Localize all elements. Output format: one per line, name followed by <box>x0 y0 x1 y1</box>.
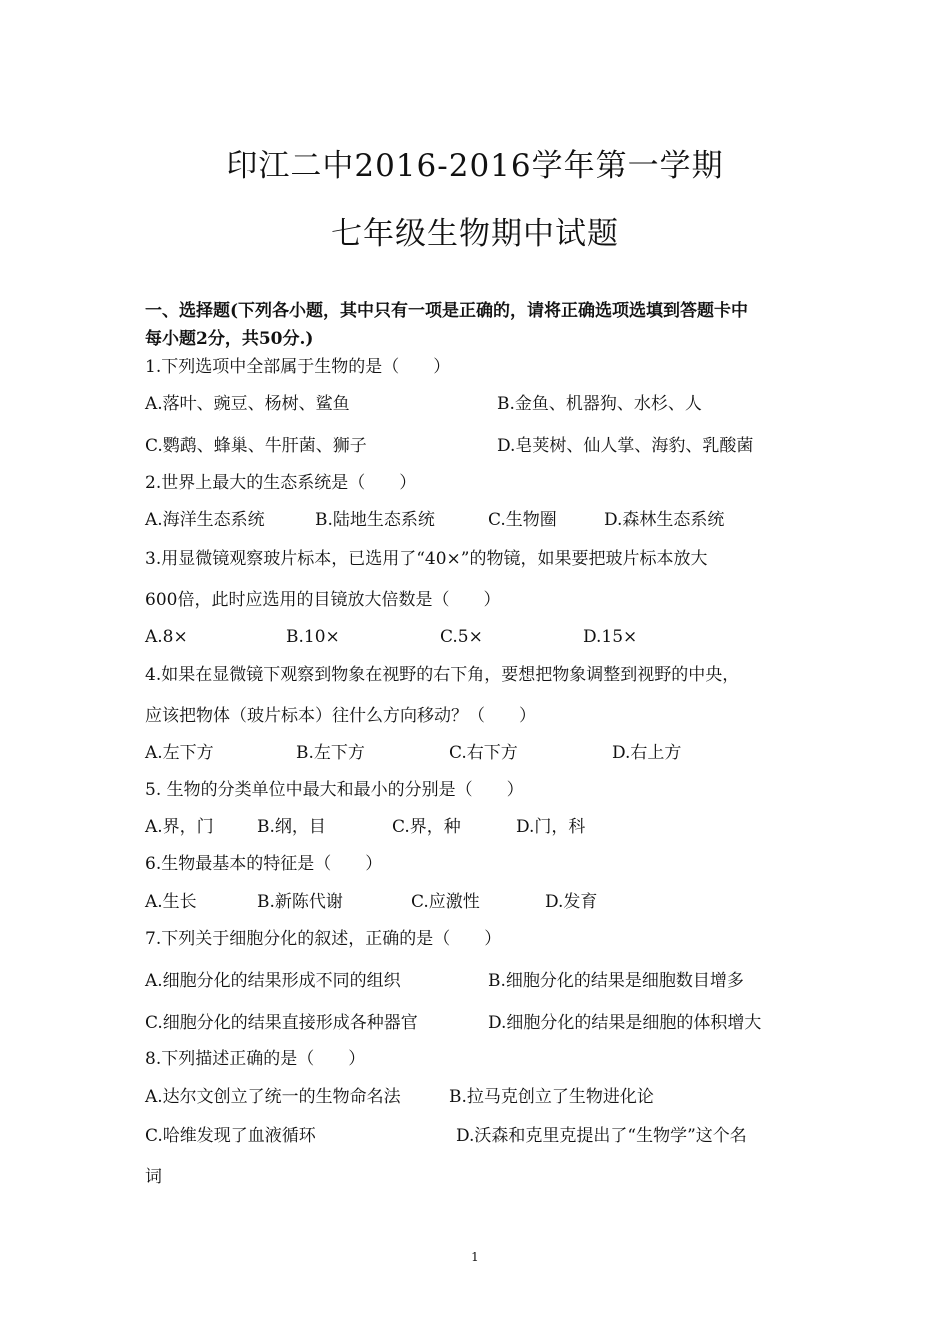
question-4-option-b: B.左下方 <box>296 743 365 763</box>
exam-subtitle: 七年级生物期中试题 <box>331 216 619 252</box>
question-4-option-c: C.右下方 <box>449 743 518 763</box>
question-4-option-d: D.右上方 <box>612 743 682 763</box>
question-1-option-a: A.落叶、豌豆、杨树、鲨鱼 <box>145 394 350 414</box>
question-1-option-d: D.皂荚树、仙人掌、海豹、乳酸菌 <box>497 436 754 456</box>
question-8-option-a: A.达尔文创立了统一的生物命名法 <box>145 1087 401 1107</box>
question-5-option-b: B.纲，目 <box>257 817 326 837</box>
question-5-stem: 5. 生物的分类单位中最大和最小的分别是（ ） <box>145 780 524 800</box>
section-heading-line1: 一、选择题(下列各小题，其中只有一项是正确的，请将正确选项选填到答题卡中 <box>145 301 749 321</box>
section-heading-line2: 每小题2分，共50分.) <box>145 329 314 349</box>
question-1-option-c: C.鹦鹉、蜂巢、牛肝菌、狮子 <box>145 436 367 456</box>
question-8-option-b: B.拉马克创立了生物进化论 <box>449 1087 654 1107</box>
question-8-stem: 8.下列描述正确的是（ ） <box>145 1049 366 1069</box>
question-8-option-d: D.沃森和克里克提出了“生物学”这个名 <box>456 1126 747 1146</box>
question-4-stem-line1: 4.如果在显微镜下观察到物象在视野的右下角，要想把物象调整到视野的中央， <box>145 665 740 685</box>
question-2-option-a: A.海洋生态系统 <box>145 510 265 530</box>
question-7-option-a: A.细胞分化的结果形成不同的组织 <box>145 971 401 991</box>
page-number: 1 <box>471 1250 479 1264</box>
exam-title: 印江二中2016-2016学年第一学期 <box>226 148 724 184</box>
question-3-option-a: A.8× <box>145 627 188 647</box>
question-2-option-d: D.森林生态系统 <box>604 510 725 530</box>
question-6-stem: 6.生物最基本的特征是（ ） <box>145 854 383 874</box>
question-4-stem-line2: 应该把物体（玻片标本）往什么方向移动？（ ） <box>145 706 536 726</box>
question-3-stem-line2: 600倍，此时应选用的目镜放大倍数是（ ） <box>145 590 501 610</box>
question-6-option-a: A.生长 <box>145 892 197 912</box>
question-1-stem: 1.下列选项中全部属于生物的是（ ） <box>145 357 451 377</box>
question-2-option-c: C.生物圈 <box>488 510 557 530</box>
question-7-option-c: C.细胞分化的结果直接形成各种器官 <box>145 1013 418 1033</box>
question-3-option-d: D.15× <box>583 627 638 647</box>
question-1-option-b: B.金鱼、机器狗、水杉、人 <box>497 394 702 414</box>
question-2-option-b: B.陆地生态系统 <box>315 510 435 530</box>
question-7-option-d: D.细胞分化的结果是细胞的体积增大 <box>488 1013 762 1033</box>
question-8-option-d-continuation: 词 <box>145 1167 162 1187</box>
question-8-option-c: C.哈维发现了血液循环 <box>145 1126 316 1146</box>
question-5-option-d: D.门，科 <box>516 817 586 837</box>
question-3-stem-line1: 3.用显微镜观察玻片标本，已选用了“40×”的物镜，如果要把玻片标本放大 <box>145 549 708 569</box>
question-6-option-c: C.应激性 <box>411 892 480 912</box>
question-5-option-c: C.界，种 <box>392 817 461 837</box>
question-7-stem: 7.下列关于细胞分化的叙述，正确的是（ ） <box>145 929 502 949</box>
question-3-option-b: B.10× <box>286 627 340 647</box>
question-5-option-a: A.界，门 <box>145 817 214 837</box>
question-3-option-c: C.5× <box>440 627 483 647</box>
question-6-option-b: B.新陈代谢 <box>257 892 343 912</box>
question-6-option-d: D.发育 <box>545 892 598 912</box>
question-4-option-a: A.左下方 <box>145 743 214 763</box>
question-2-stem: 2.世界上最大的生态系统是（ ） <box>145 473 417 493</box>
question-7-option-b: B.细胞分化的结果是细胞数目增多 <box>488 971 744 991</box>
